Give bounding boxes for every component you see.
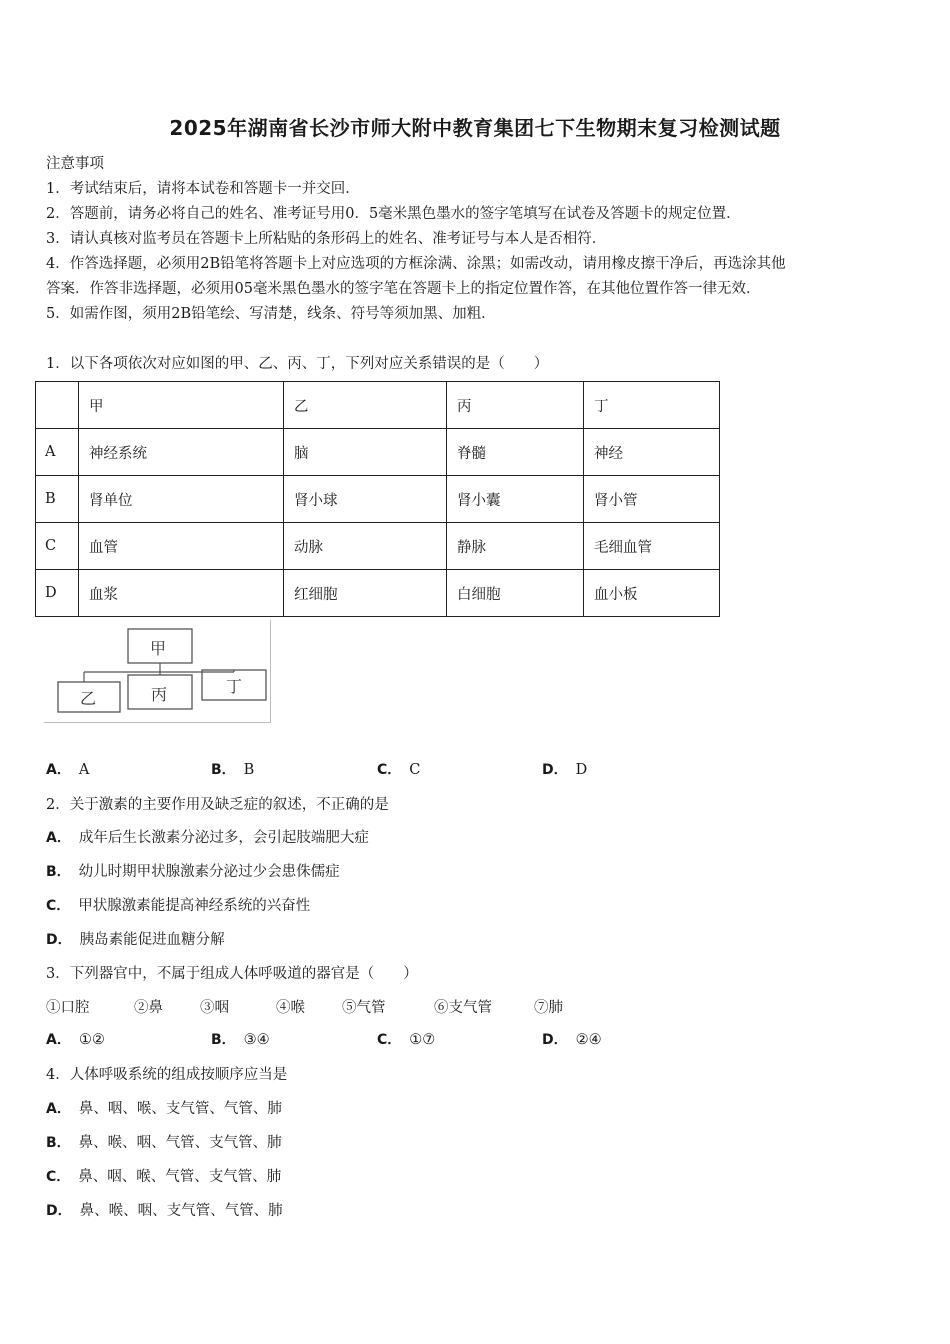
table-cell: C [36, 523, 79, 570]
option-text: 鼻、喉、咽、气管、支气管、肺 [78, 1135, 282, 1151]
answer-option[interactable] [46, 928, 225, 949]
option-text: 鼻、咽、喉、支气管、气管、肺 [78, 1101, 282, 1117]
option-text: 鼻、咽、喉、气管、支气管、肺 [78, 1169, 282, 1185]
question-1-table [35, 381, 720, 617]
option-text: B [243, 762, 255, 778]
option-text: ①⑦ [409, 1032, 436, 1048]
option-text: 胰岛素能促进血糖分解 [79, 932, 225, 948]
choice-item: ⑥支气管 [434, 1000, 492, 1016]
option-letter: B． [46, 864, 71, 880]
option-letter: D． [46, 932, 72, 948]
option-text: ③④ [243, 1032, 270, 1048]
table-cell: 血管 [79, 523, 284, 570]
option-text: C [409, 762, 421, 778]
option-letter: A． [46, 1101, 71, 1117]
choice-item: ③咽 [200, 1000, 229, 1016]
option-text: 甲状腺激素能提高神经系统的兴奋性 [78, 898, 311, 914]
answer-option[interactable] [46, 1131, 282, 1152]
notice-item: 2．答题前，请务必将自己的姓名、准考证号用0．5毫米黑色墨水的签字笔填写在试卷及答题卡的规定位置． [46, 206, 741, 222]
table-cell: 动脉 [284, 523, 447, 570]
diagram-label-left: 乙 [80, 689, 97, 708]
choice-item: ②鼻 [134, 1000, 163, 1016]
table-cell: 肾小管 [584, 476, 720, 523]
hierarchy-diagram [44, 620, 271, 723]
answer-option[interactable] [211, 759, 254, 779]
table-cell: 肾小囊 [447, 476, 584, 523]
table-cell: 脑 [284, 429, 447, 476]
table-row [36, 476, 720, 523]
table-row [36, 429, 720, 476]
table-cell: 毛细血管 [584, 523, 720, 570]
answer-option[interactable] [46, 1165, 281, 1186]
table-cell: 神经系统 [79, 429, 284, 476]
option-text: D [575, 762, 588, 778]
question-1-stem: 1．以下各项依次对应如图的甲、乙、丙、丁，下列对应关系错误的是（ ） [46, 356, 549, 372]
table-cell: B [36, 476, 79, 523]
table-cell: 静脉 [447, 523, 584, 570]
diagram-label-right: 丁 [226, 677, 243, 696]
choice-item: ④喉 [276, 1000, 305, 1016]
answer-option[interactable] [46, 1097, 282, 1118]
option-letter: A． [46, 1032, 71, 1048]
answer-option[interactable] [46, 759, 89, 779]
option-letter: C． [377, 1032, 402, 1048]
table-cell [36, 382, 79, 429]
notice-item: 答案．作答非选择题，必须用05毫米黑色墨水的签字笔在答题卡上的指定位置作答，在其他位置作答一律无效． [46, 281, 761, 297]
table-cell: 肾单位 [79, 476, 284, 523]
question-2-stem: 2．关于激素的主要作用及缺乏症的叙述，不正确的是 [46, 797, 389, 813]
table-cell: 红细胞 [284, 570, 447, 617]
table-cell: D [36, 570, 79, 617]
option-letter: C． [46, 1169, 71, 1185]
diagram-label-top: 甲 [150, 639, 167, 658]
answer-option[interactable] [377, 1029, 435, 1049]
question-4-stem: 4．人体呼吸系统的组成按顺序应当是 [46, 1067, 288, 1083]
notice-item: 5．如需作图，须用2B铅笔绘、写清楚，线条、符号等须加黑、加粗． [46, 306, 496, 322]
table-header-cell: 丁 [584, 382, 720, 429]
table-cell: A [36, 429, 79, 476]
choice-item: ①口腔 [46, 1000, 90, 1016]
table-row [36, 570, 720, 617]
notice-heading: 注意事项 [46, 156, 104, 172]
option-text: 幼儿时期甲状腺激素分泌过少会患侏儒症 [78, 864, 340, 880]
option-letter: C． [377, 762, 402, 778]
option-text: 鼻、喉、咽、支气管、气管、肺 [79, 1203, 283, 1219]
answer-option[interactable] [46, 826, 369, 847]
option-letter: C． [46, 898, 71, 914]
option-text: A [78, 762, 90, 778]
choice-item: ⑤气管 [342, 1000, 386, 1016]
page-title: 2025年湖南省长沙市师大附中教育集团七下生物期末复习检测试题 [169, 116, 781, 140]
option-text: 成年后生长激素分泌过多，会引起肢端肥大症 [78, 830, 369, 846]
option-letter: A． [46, 762, 71, 778]
answer-option[interactable] [542, 1029, 602, 1049]
table-header-cell: 丙 [447, 382, 584, 429]
answer-option[interactable] [377, 759, 420, 779]
table-cell: 肾小球 [284, 476, 447, 523]
table-header-cell: 甲 [79, 382, 284, 429]
option-letter: B． [46, 1135, 71, 1151]
table-cell: 神经 [584, 429, 720, 476]
table-cell: 血浆 [79, 570, 284, 617]
answer-option[interactable] [211, 1029, 270, 1049]
option-text: ②④ [575, 1032, 602, 1048]
diagram-label-middle: 丙 [151, 685, 168, 704]
notice-item: 4．作答选择题，必须用2B铅笔将答题卡上对应选项的方框涂满、涂黑；如需改动，请用橡皮擦干净后，再选涂其他 [46, 256, 786, 272]
option-letter: D． [542, 762, 568, 778]
choice-item: ⑦肺 [534, 1000, 563, 1016]
answer-option[interactable] [46, 860, 340, 881]
notice-item: 1．考试结束后，请将本试卷和答题卡一并交回． [46, 181, 360, 197]
notice-item: 3．请认真核对监考员在答题卡上所粘贴的条形码上的姓名、准考证号与本人是否相符． [46, 231, 607, 247]
table-header-row [36, 382, 720, 429]
table-row [36, 523, 720, 570]
answer-option[interactable] [46, 1029, 105, 1049]
table-cell: 脊髓 [447, 429, 584, 476]
option-letter: D． [542, 1032, 568, 1048]
answer-option[interactable] [542, 759, 587, 779]
option-letter: A． [46, 830, 71, 846]
question-3-stem: 3．下列器官中，不属于组成人体呼吸道的器官是（ ） [46, 966, 418, 982]
option-text: ①② [78, 1032, 105, 1048]
answer-option[interactable] [46, 894, 310, 915]
table-header-cell: 乙 [284, 382, 447, 429]
option-letter: B． [211, 762, 236, 778]
option-letter: D． [46, 1203, 72, 1219]
table-cell: 白细胞 [447, 570, 584, 617]
answer-option[interactable] [46, 1199, 283, 1220]
table-cell: 血小板 [584, 570, 720, 617]
option-letter: B． [211, 1032, 236, 1048]
